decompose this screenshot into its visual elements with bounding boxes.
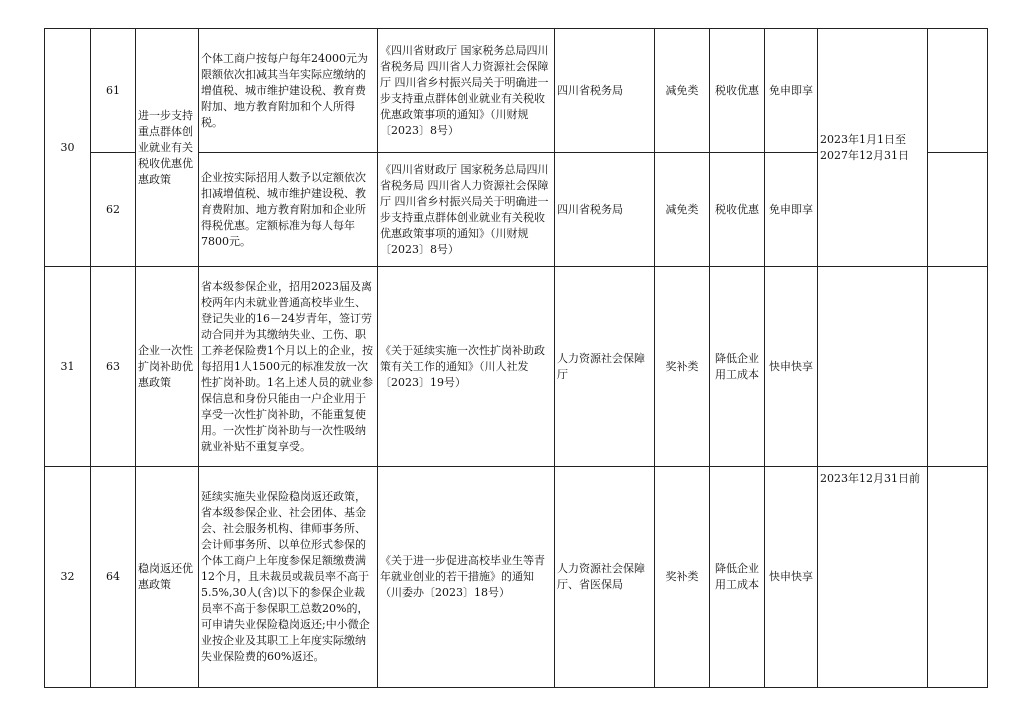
table-row xyxy=(45,267,988,467)
category-cell: 降低企业用工成本 xyxy=(710,267,765,467)
policy-table xyxy=(44,28,988,688)
policy-name-cell: 企业一次性扩岗补助优惠政策 xyxy=(136,267,199,467)
department-cell: 人力资源社会保障厅 xyxy=(555,267,655,467)
department-cell: 四川省税务局 xyxy=(555,29,655,153)
mode-cell: 免申即享 xyxy=(765,29,818,153)
policy-content-cell: 个体工商户按每户每年24000元为限额依次扣减其当年实际应缴纳的增值税、城市维护建设税、教育费附加、地方教育附加和个人所得税。 xyxy=(199,29,378,153)
department-cell: 人力资源社会保障厅、省医保局 xyxy=(555,467,655,688)
table-row xyxy=(45,467,988,688)
department-cell: 四川省税务局 xyxy=(555,153,655,267)
policy-name-cell: 进一步支持重点群体创业就业有关税收优惠优惠政策 xyxy=(136,29,199,267)
policy-content-cell: 延续实施失业保险稳岗返还政策，省本级参保企业、社会团体、基金会、社会服务机构、律师事务所、会计师事务所、以单位形式参保的个体工商户上年度参保足额缴费满12个月，且未裁员或裁员率不高于5.5%,30人(含)以下的参保企业裁员率不高于参保职工总数20%的，可申请失业保险稳岗返还;中小微企业按企业及其职工上年度实际缴纳失业保险费的60%返还。 xyxy=(199,467,378,688)
mode-cell: 快申快享 xyxy=(765,467,818,688)
item-no-cell: 62 xyxy=(91,153,136,267)
policy-content-cell: 省本级参保企业，招用2023届及离校两年内未就业普通高校毕业生、登记失业的16－24岁青年，签订劳动合同并为其缴纳失业、工伤、职工养老保险费1个月以上的企业，按每招用1人1500元的标准发放一次性扩岗补助。1名上述人员的就业参保信息和身份只能由一户企业用于享受一次性扩岗补助，不能重复使用。一次性扩岗补助与一次性吸纳就业补贴不重复享受。 xyxy=(199,267,378,467)
policy-basis-cell: 《四川省财政厅 国家税务总局四川省税务局 四川省人力资源社会保障厅 四川省乡村振兴局关于明确进一步支持重点群体创业就业有关税收优惠政策事项的通知》（川财规〔2023〕8号） xyxy=(378,29,555,153)
empty-cell xyxy=(928,467,988,688)
category-cell: 税收优惠 xyxy=(710,153,765,267)
empty-cell xyxy=(928,153,988,267)
category-cell: 税收优惠 xyxy=(710,29,765,153)
period-cell: 2023年1月1日至2027年12月31日 xyxy=(818,29,928,267)
policy-basis-cell: 《关于延续实施一次性扩岗补助政策有关工作的通知》（川人社发〔2023〕19号） xyxy=(378,267,555,467)
period-cell: 2023年12月31日前 xyxy=(818,467,928,688)
seq-cell: 31 xyxy=(45,267,91,467)
mode-cell: 免申即享 xyxy=(765,153,818,267)
item-no-cell: 64 xyxy=(91,467,136,688)
type-cell: 奖补类 xyxy=(655,267,710,467)
seq-cell: 30 xyxy=(45,29,91,267)
empty-cell xyxy=(928,267,988,467)
type-cell: 奖补类 xyxy=(655,467,710,688)
seq-cell: 32 xyxy=(45,467,91,688)
empty-cell xyxy=(928,29,988,153)
policy-basis-cell: 《四川省财政厅 国家税务总局四川省税务局 四川省人力资源社会保障厅 四川省乡村振兴局关于明确进一步支持重点群体创业就业有关税收优惠政策事项的通知》（川财规〔2023〕8号） xyxy=(378,153,555,267)
policy-basis-cell: 《关于进一步促进高校毕业生等青年就业创业的若干措施》的通知（川委办〔2023〕18号） xyxy=(378,467,555,688)
table-row xyxy=(45,29,988,153)
item-no-cell: 63 xyxy=(91,267,136,467)
item-no-cell: 61 xyxy=(91,29,136,153)
type-cell: 减免类 xyxy=(655,153,710,267)
mode-cell: 快申快享 xyxy=(765,267,818,467)
policy-name-cell: 稳岗返还优惠政策 xyxy=(136,467,199,688)
policy-content-cell: 企业按实际招用人数予以定额依次扣减增值税、城市维护建设税、教育费附加、地方教育附加和企业所得税优惠。定额标准为每人每年7800元。 xyxy=(199,153,378,267)
category-cell: 降低企业用工成本 xyxy=(710,467,765,688)
type-cell: 减免类 xyxy=(655,29,710,153)
empty-cell xyxy=(818,267,928,467)
